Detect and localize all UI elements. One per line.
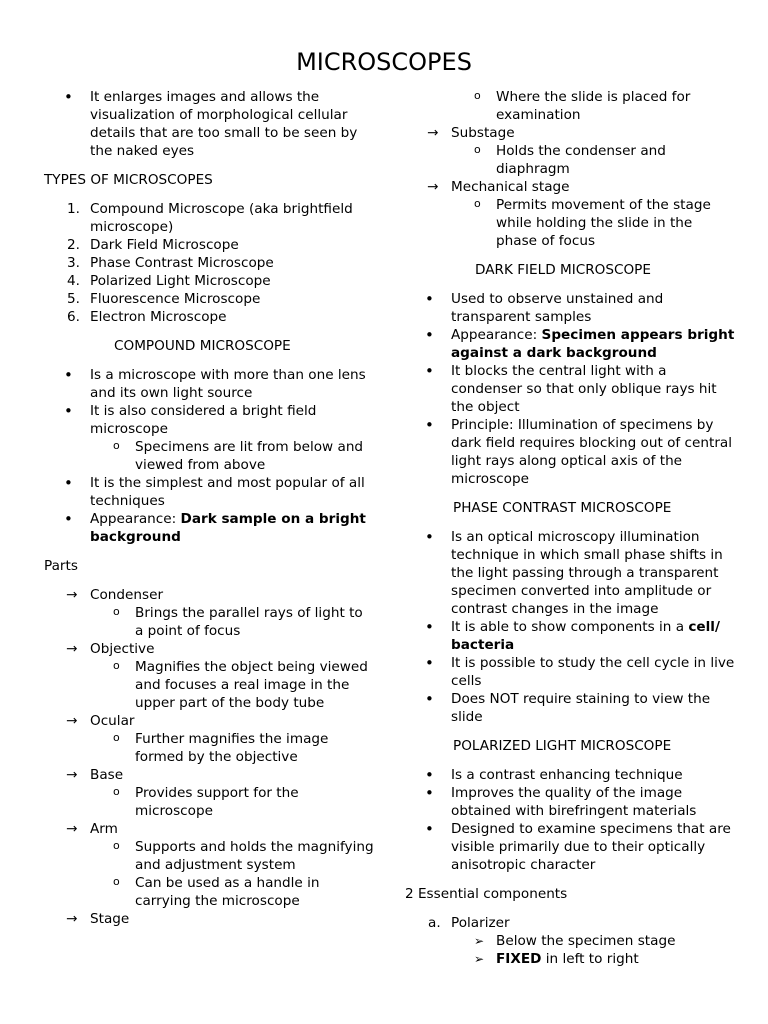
component-item: a. Polarizer xyxy=(428,915,510,931)
arrow-icon: → xyxy=(66,587,78,603)
arrow-icon: → xyxy=(66,821,78,837)
part-item: → Ocular xyxy=(66,713,135,729)
phase-contrast-bullet: • Does NOT require staining to view the slide xyxy=(405,690,735,726)
stage-sub-bullet: o Where the slide is placed for examination xyxy=(405,88,735,124)
compound-bullet: • Is a microscope with more than one lens and its own light source xyxy=(44,366,374,402)
right-column xyxy=(405,88,735,968)
phase-contrast-heading: PHASE CONTRAST MICROSCOPE xyxy=(453,500,672,516)
arrow-icon: → xyxy=(66,713,78,729)
polarized-bullet: • Is a contrast enhancing technique xyxy=(405,766,735,784)
part-sub-bullet: o Can be used as a handle in carrying the microscope xyxy=(44,874,374,910)
component-sub-bullet: ➢ Below the specimen stage xyxy=(474,933,676,949)
part-item: → Stage xyxy=(66,911,130,927)
compound-bullet: • It is also considered a bright field microscope xyxy=(44,402,374,438)
list-item: 3. Phase Contrast Microscope xyxy=(67,255,274,271)
component-sub-bullet: ➢ FIXED in left to right xyxy=(474,951,639,967)
part-item: → Arm xyxy=(66,821,118,837)
part-item: → Substage xyxy=(427,125,515,141)
arrow-icon: → xyxy=(66,641,78,657)
left-column xyxy=(44,88,374,928)
compound-bullet: • Appearance: Dark sample on a bright background xyxy=(44,510,374,546)
page-title: MICROSCOPES xyxy=(296,48,472,76)
list-item: 2. Dark Field Microscope xyxy=(67,237,239,253)
compound-bullet: • It is the simplest and most popular of all techniques xyxy=(44,474,374,510)
parts-heading: Parts xyxy=(44,558,78,574)
arrow-icon: → xyxy=(66,911,78,927)
types-heading: TYPES OF MICROSCOPES xyxy=(44,172,213,188)
arrow-icon: → xyxy=(66,767,78,783)
essential-components-heading: 2 Essential components xyxy=(405,886,568,902)
chevron-right-icon: ➢ xyxy=(474,934,485,948)
dark-field-bullet: • It blocks the central light with a condenser so that only oblique rays hit the object xyxy=(405,362,735,416)
list-item: 1. Compound Microscope (aka brightfield microscope) xyxy=(67,201,353,235)
part-item: → Condenser xyxy=(66,587,164,603)
arrow-icon: → xyxy=(427,179,439,195)
types-list xyxy=(44,200,374,326)
part-sub-bullet: o Brings the parallel rays of light to a point of focus xyxy=(44,604,374,640)
part-sub-bullet: o Magnifies the object being viewed and focuses a real image in the upper part of the body tube xyxy=(44,658,374,712)
dark-field-heading: DARK FIELD MICROSCOPE xyxy=(475,262,651,278)
list-item: 6. Electron Microscope xyxy=(67,309,227,325)
part-item: → Objective xyxy=(66,641,155,657)
dark-field-bullet: • Principle: Illumination of specimens by dark field requires blocking out of central light rays along optical axis of the microscope xyxy=(405,416,735,488)
part-sub-bullet: o Holds the condenser and diaphragm xyxy=(405,142,735,178)
part-sub-bullet: o Permits movement of the stage while holding the slide in the phase of focus xyxy=(405,196,735,250)
polarized-bullet: • Designed to examine specimens that are visible primarily due to their optically anisotropic character xyxy=(405,820,735,874)
dark-field-bullet: • Appearance: Specimen appears bright against a dark background xyxy=(405,326,735,362)
parts-list xyxy=(44,586,374,928)
list-item: 5. Fluorescence Microscope xyxy=(67,291,261,307)
phase-contrast-bullet: • Is an optical microscopy illumination technique in which small phase shifts in the light passing through a transparent specimen converted into amplitude or contrast changes in the image xyxy=(405,528,735,618)
phase-contrast-bullet: • It is possible to study the cell cycle in live cells xyxy=(405,654,735,690)
polarized-heading: POLARIZED LIGHT MICROSCOPE xyxy=(453,738,672,754)
part-item: → Base xyxy=(66,767,124,783)
compound-sub-bullet: o Specimens are lit from below and viewed from above xyxy=(44,438,374,474)
list-item: 4. Polarized Light Microscope xyxy=(67,273,271,289)
compound-heading: COMPOUND MICROSCOPE xyxy=(114,338,291,354)
phase-contrast-bullet: • It is able to show components in a cell/ bacteria xyxy=(405,618,735,654)
arrow-icon: → xyxy=(427,125,439,141)
dark-field-bullet: • Used to observe unstained and transparent samples xyxy=(405,290,735,326)
part-sub-bullet: o Supports and holds the magnifying and adjustment system xyxy=(44,838,374,874)
intro-bullet: • It enlarges images and allows the visualization of morphological cellular details that are too small to be seen by the naked eyes xyxy=(44,88,374,160)
part-item: → Mechanical stage xyxy=(427,179,570,195)
part-sub-bullet: o Provides support for the microscope xyxy=(44,784,374,820)
polarized-bullet: • Improves the quality of the image obtained with birefringent materials xyxy=(405,784,735,820)
chevron-right-icon: ➢ xyxy=(474,952,485,966)
part-sub-bullet: o Further magnifies the image formed by the objective xyxy=(44,730,374,766)
